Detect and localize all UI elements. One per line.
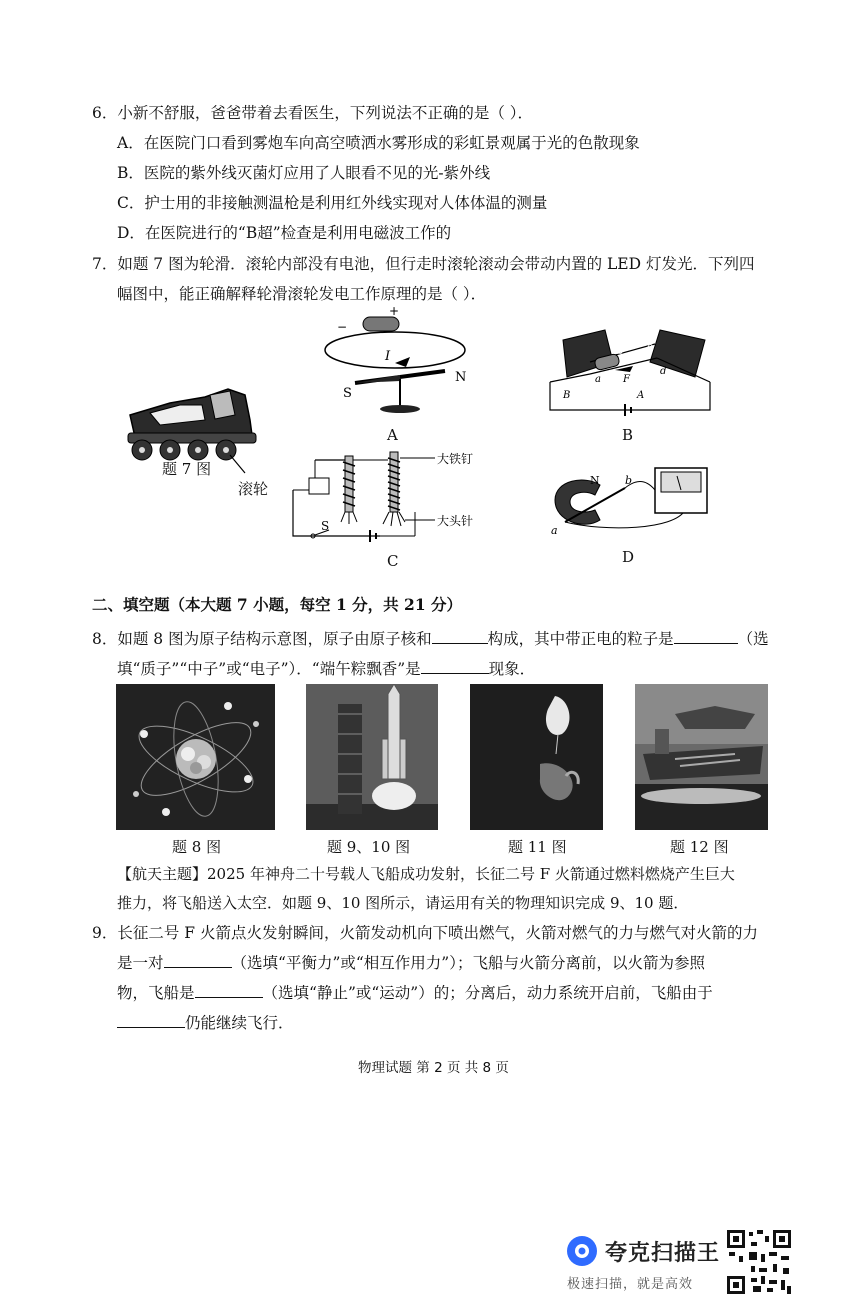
section-2-title: 二、填空题（本大题 7 小题，每空 1 分，共 21 分） xyxy=(92,595,463,614)
q9-text-3: 物，飞船是 xyxy=(117,984,195,1002)
q6-stem: 6．小新不舒服，爸爸带着去看医生，下列说法不正确的是（ ）． xyxy=(92,104,534,122)
q9-text-2: （选填“平衡力”或“相互作用力”）；飞船与火箭分离前，以火箭为参照 xyxy=(231,954,705,972)
q8-text-1: 8．如题 8 图为原子结构示意图，原子由原子核和 xyxy=(92,630,432,648)
figure-b-f-label: F xyxy=(623,374,630,385)
figure-b-d-label: d xyxy=(660,366,667,377)
q9-text-1: 是一对 xyxy=(117,954,164,972)
q9-line2 xyxy=(117,953,705,973)
figure-c-electromagnets xyxy=(285,450,525,550)
qr-code-icon xyxy=(725,1228,793,1296)
photo-11-caption: 题 11 图 xyxy=(508,838,567,856)
figure-d-b-label: b xyxy=(625,474,633,487)
figure-b-label: B xyxy=(622,426,634,444)
photo-8-caption: 题 8 图 xyxy=(172,838,222,856)
q9-blank-1[interactable] xyxy=(164,953,232,968)
q9-text-4: （选填“静止”或“运动”）的；分离后，动力系统开启前，飞船由于 xyxy=(262,984,713,1002)
figure-d-label: D xyxy=(622,548,635,566)
figure-b-A-label: A xyxy=(637,390,645,401)
q9-line3 xyxy=(117,983,713,1003)
q7-stem-line2: 幅图中，能正确解释轮滑滚轮发电工作原理的是（ ）． xyxy=(117,285,487,303)
figure-b-motor xyxy=(545,322,720,422)
figure-b-c-label: c xyxy=(647,342,653,353)
figure-a-label: A xyxy=(387,426,398,444)
aircraft-carrier-photo xyxy=(635,684,768,830)
figure-b-a-label: a xyxy=(595,374,601,385)
q8-text-2: 构成，其中带正电的粒子是 xyxy=(487,630,674,648)
q6-option-d: D．在医院进行的“B超”检查是利用电磁波工作的 xyxy=(117,224,452,242)
q8-blank-1[interactable] xyxy=(432,629,488,644)
figure-c-nail-label: 大铁钉 xyxy=(437,452,474,466)
q6-option-c: C．护士用的非接触测温枪是利用红外线实现对人体体温的测量 xyxy=(117,194,548,212)
wheel-label: 滚轮 xyxy=(238,480,269,498)
figure-a-s-pole: S xyxy=(343,386,352,401)
figure-c-label: C xyxy=(387,552,399,570)
space-experiment-photo xyxy=(470,684,603,830)
figure-a-current-label: I xyxy=(385,349,391,364)
figure-b-B-label: B xyxy=(563,390,571,401)
q9-blank-2[interactable] xyxy=(195,983,263,998)
scanner-slogan: 极速扫描，就是高效 xyxy=(567,1277,694,1292)
figure-d-induction xyxy=(545,460,715,540)
q8-text-3: （选 xyxy=(737,630,769,648)
q9-line4 xyxy=(117,1013,294,1033)
q8-line2 xyxy=(117,659,535,679)
q9-line1: 9．长征二号 F 火箭点火发射瞬间，火箭发动机向下喷出燃气，火箭对燃气的力与燃气对火箭的力 xyxy=(92,924,758,942)
figure-d-n-label: N xyxy=(590,474,600,487)
figure-b-b-label: b xyxy=(617,346,624,357)
figure-d-a-label: a xyxy=(551,524,558,537)
q8-line1 xyxy=(92,629,769,649)
figure-c-pin-label: 大头针 xyxy=(437,514,474,528)
figure-a-n-pole: N xyxy=(455,370,467,385)
q6-option-a: A．在医院门口看到雾炮车向高空喷洒水雾形成的彩虹景观属于光的色散现象 xyxy=(117,134,640,152)
q8-blank-2[interactable] xyxy=(674,629,738,644)
q7-stem-line1: 7．如题 7 图为轮滑．滚轮内部没有电池，但行走时滚轮滚动会带动内置的 LED 灯发光．下列四 xyxy=(92,255,755,273)
figure-c-switch-label: S xyxy=(321,519,330,533)
page-footer: 物理试题 第 2 页 共 8 页 xyxy=(358,1060,509,1076)
q9-text-5: 仍能继续飞行． xyxy=(185,1014,294,1032)
scanner-app-name: 夸克扫描王 xyxy=(605,1241,721,1266)
q6-option-b: B．医院的紫外线灭菌灯应用了人眼看不见的光-紫外线 xyxy=(117,164,491,182)
q8-text-4: 填“质子”“中子”或“电子”）．“端午粽飘香”是 xyxy=(117,660,421,678)
q8-blank-3[interactable] xyxy=(421,659,489,674)
photo-12-caption: 题 12 图 xyxy=(670,838,729,856)
q8-text-5: 现象． xyxy=(488,660,536,678)
rocket-launch-photo xyxy=(306,684,438,830)
photo-9-10-caption: 题 9、10 图 xyxy=(327,838,411,856)
figure-a-minus-label: − xyxy=(337,320,348,334)
quark-logo-icon xyxy=(565,1234,599,1268)
atom-model-photo xyxy=(116,684,275,830)
figure-a-oersted xyxy=(315,305,475,420)
figure-a-plus-label: + xyxy=(389,305,400,318)
theme-line2: 推力，将飞船送入太空．如题 9、10 图所示，请运用有关的物理知识完成 9、10 题． xyxy=(117,894,689,912)
q9-blank-3[interactable] xyxy=(117,1013,185,1028)
theme-line1: 【航天主题】2025 年神舟二十号载人飞船成功发射，长征二号 F 火箭通过燃料燃烧产生巨大 xyxy=(117,865,735,883)
q7-figure-caption: 题 7 图 xyxy=(162,460,212,478)
